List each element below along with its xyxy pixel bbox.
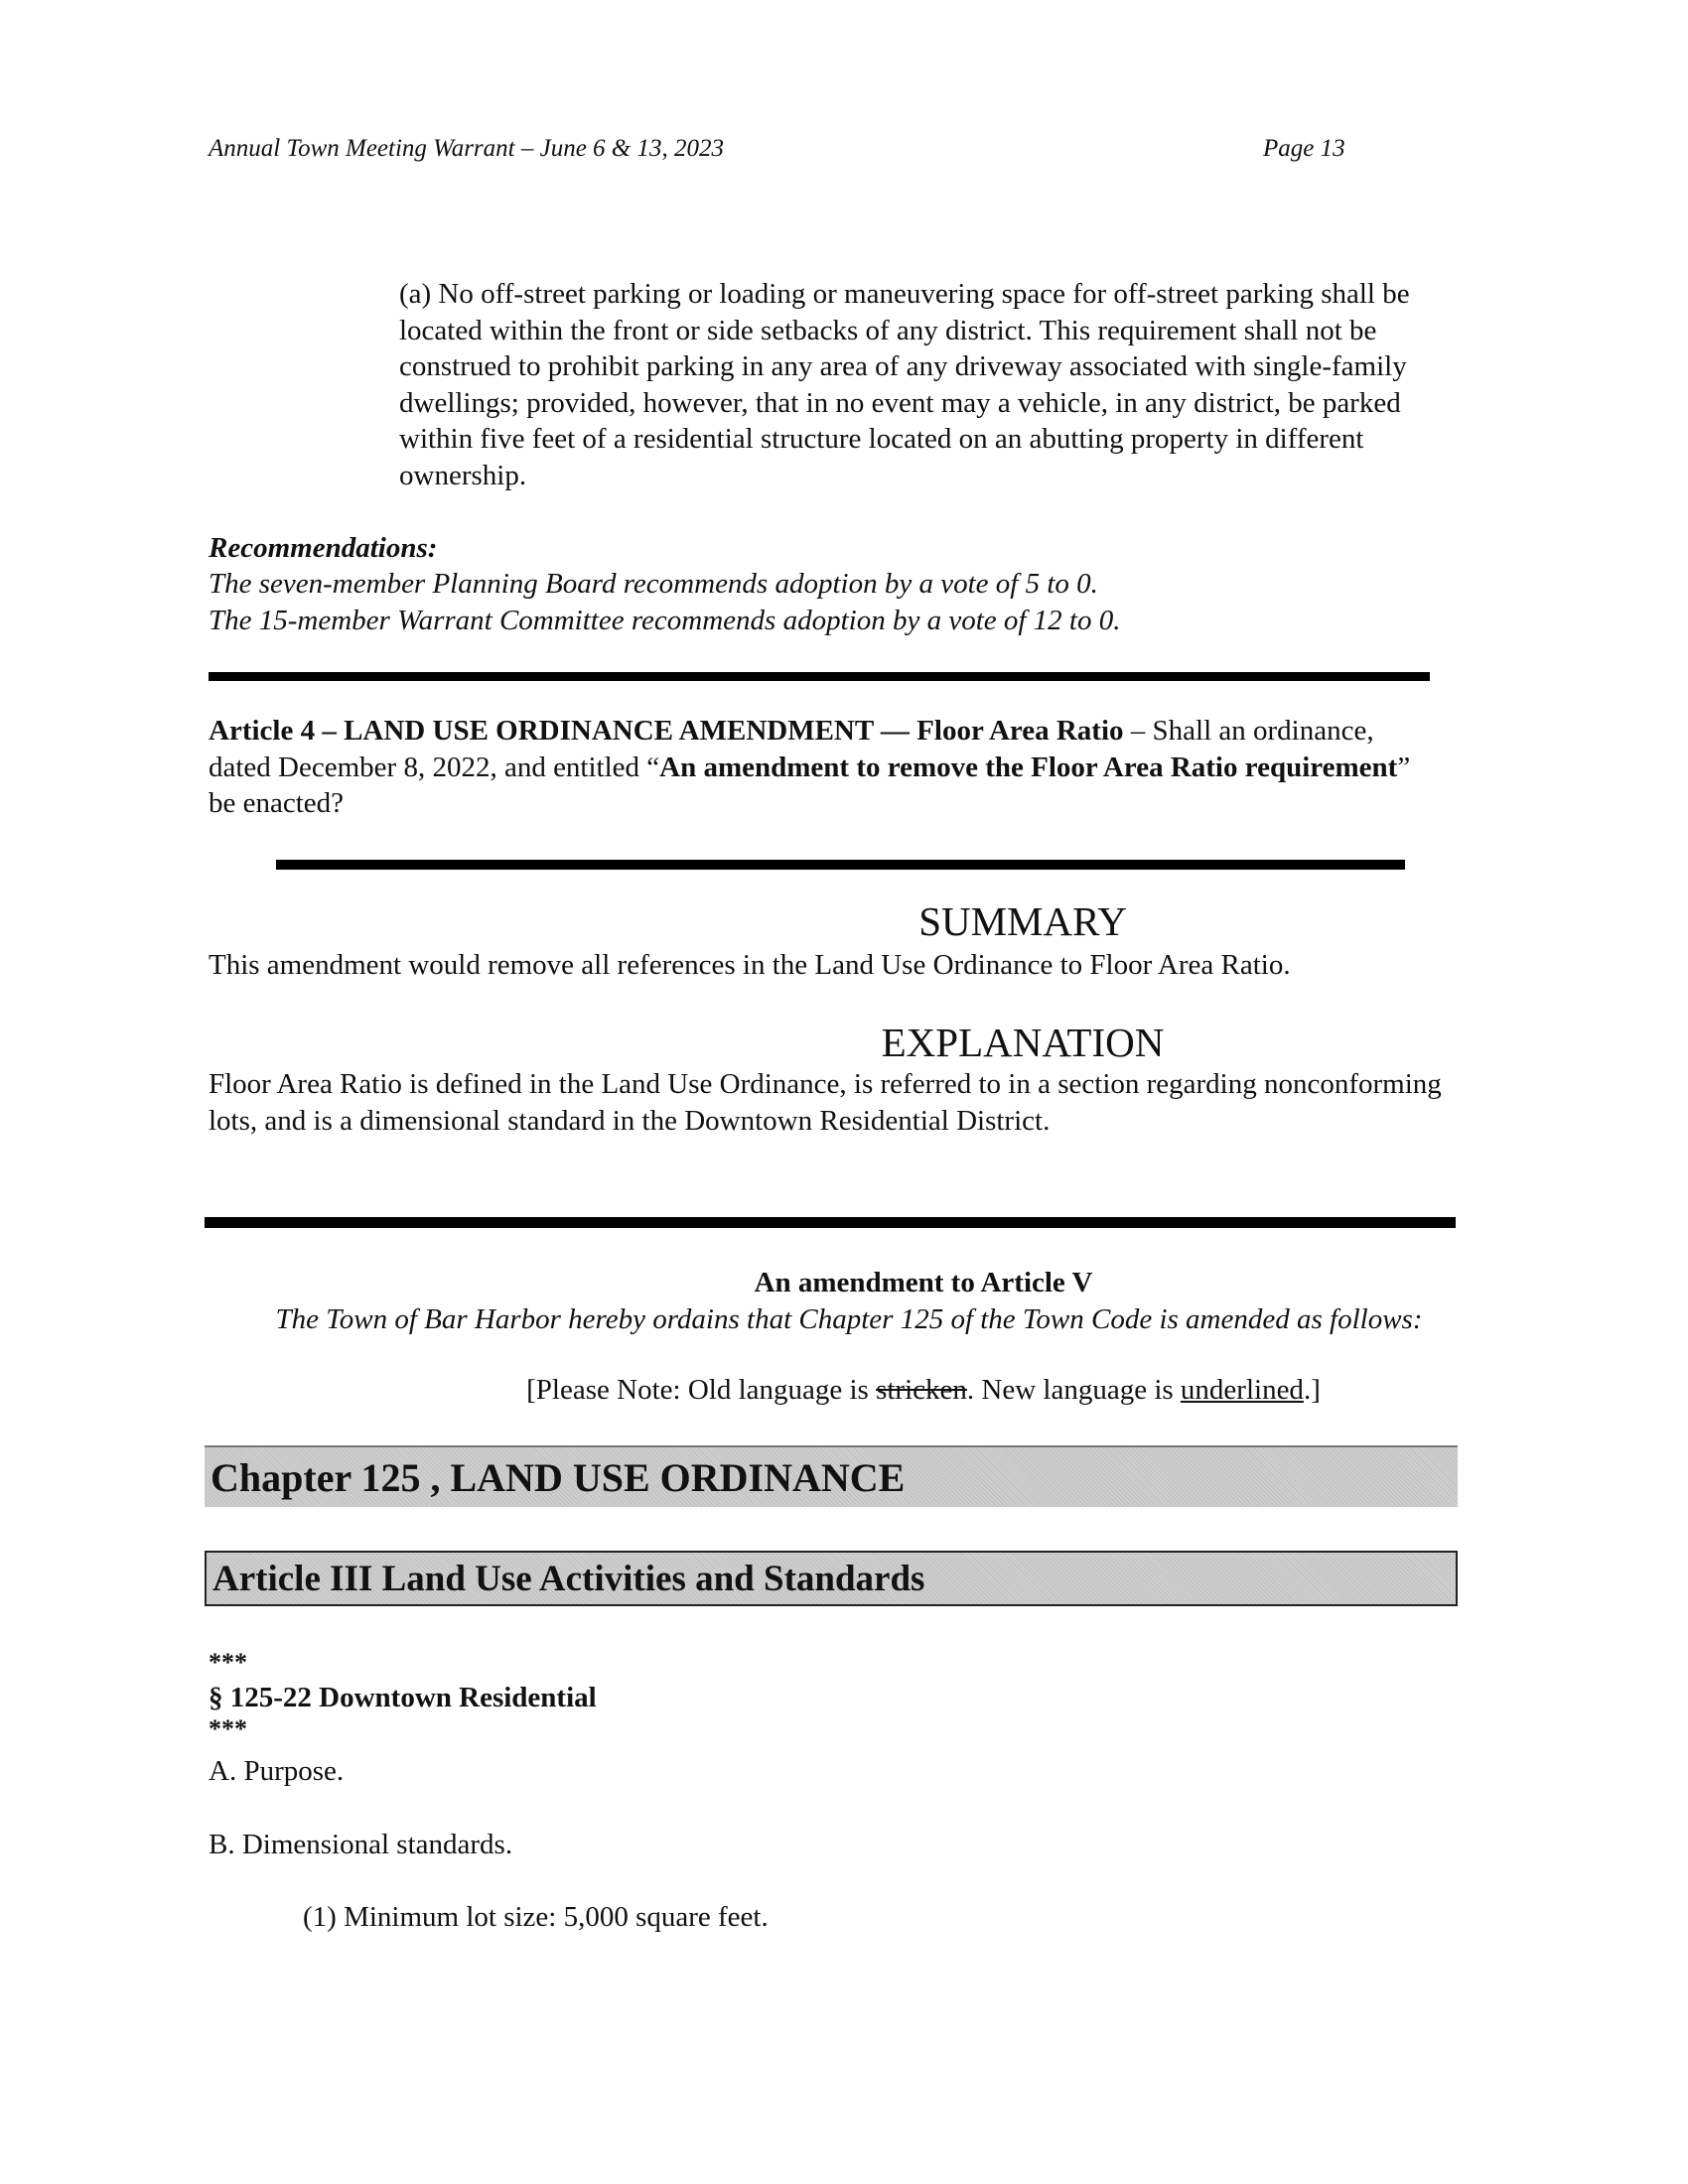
summary-text: This amendment would remove all references in the Land Use Ordinance to Floor Area Ratio. [209, 949, 1291, 981]
article-4-text-part: – Shall an ordinance, dated December 8, 2022, and entitled “ [209, 715, 1374, 783]
explanation-text: Floor Area Ratio is defined in the Land Use Ordinance, is referred to in a section regarding nonconforming lots, and is a dimensional standard in the Downtown Residential District. [209, 1068, 1442, 1137]
item-a: A. Purpose. [209, 1755, 345, 1787]
divider-rule [209, 672, 1430, 681]
warrant-committee-recommendation: The 15-member Warrant Committee recommends adoption by a vote of 12 to 0. [209, 605, 1121, 636]
chapter-band: Chapter 125 , LAND USE ORDINANCE [205, 1445, 1458, 1507]
item-1: (1) Minimum lot size: 5,000 square feet. [303, 1901, 769, 1933]
omission-stars: *** [209, 1714, 247, 1743]
item-b: B. Dimensional standards. [209, 1829, 513, 1860]
planning-board-recommendation: The seven-member Planning Board recommends adoption by a vote of 5 to 0. [209, 568, 1098, 600]
article-4-ordinance-title: An amendment to remove the Floor Area Ratio requirement [659, 751, 1398, 783]
article-band: Article III Land Use Activities and Standards [205, 1551, 1458, 1606]
page-number: Page 13 [1263, 135, 1345, 162]
running-header-title: Annual Town Meeting Warrant – June 6 & 13, 2023 [209, 135, 724, 162]
article-4-text [209, 713, 1440, 822]
amendment-title: An amendment to Article V [754, 1267, 1093, 1298]
omission-stars: *** [209, 1648, 247, 1677]
section-title: § 125-22 Downtown Residential [209, 1682, 597, 1713]
recommendations-title: Recommendations: [209, 532, 438, 564]
note-underlined: underlined [1180, 1374, 1304, 1406]
note-stricken: stricken [876, 1374, 967, 1406]
ordains-text: The Town of Bar Harbor hereby ordains that Chapter 125 of the Town Code is amended as follows: [275, 1303, 1423, 1335]
note-prefix: [Please Note: Old language is [526, 1374, 877, 1406]
language-note [79, 1374, 1688, 1407]
note-middle: . New language is [966, 1374, 1181, 1406]
note-suffix: .] [1303, 1374, 1321, 1406]
article-4-text-end: ” be enacted? [209, 751, 1411, 819]
divider-rule [205, 1217, 1456, 1228]
summary-heading: SUMMARY [918, 898, 1127, 944]
divider-rule [276, 860, 1405, 870]
paragraph-a: (a) No off-street parking or loading or maneuvering space for off-street parking shall be located within the front or side setbacks of any district. This requirement shall not be construed to prohibit parking in any area of any driveway associated with single-family dwellings; provided, however, that in no event may a vehicle, in any district, be parked within five feet of a residential structure located on an abutting property in different ownership. [399, 278, 1410, 491]
article-4-heading: Article 4 – LAND USE ORDINANCE AMENDMENT — Floor Area Ratio [209, 715, 1124, 747]
explanation-heading: EXPLANATION [881, 1020, 1165, 1065]
